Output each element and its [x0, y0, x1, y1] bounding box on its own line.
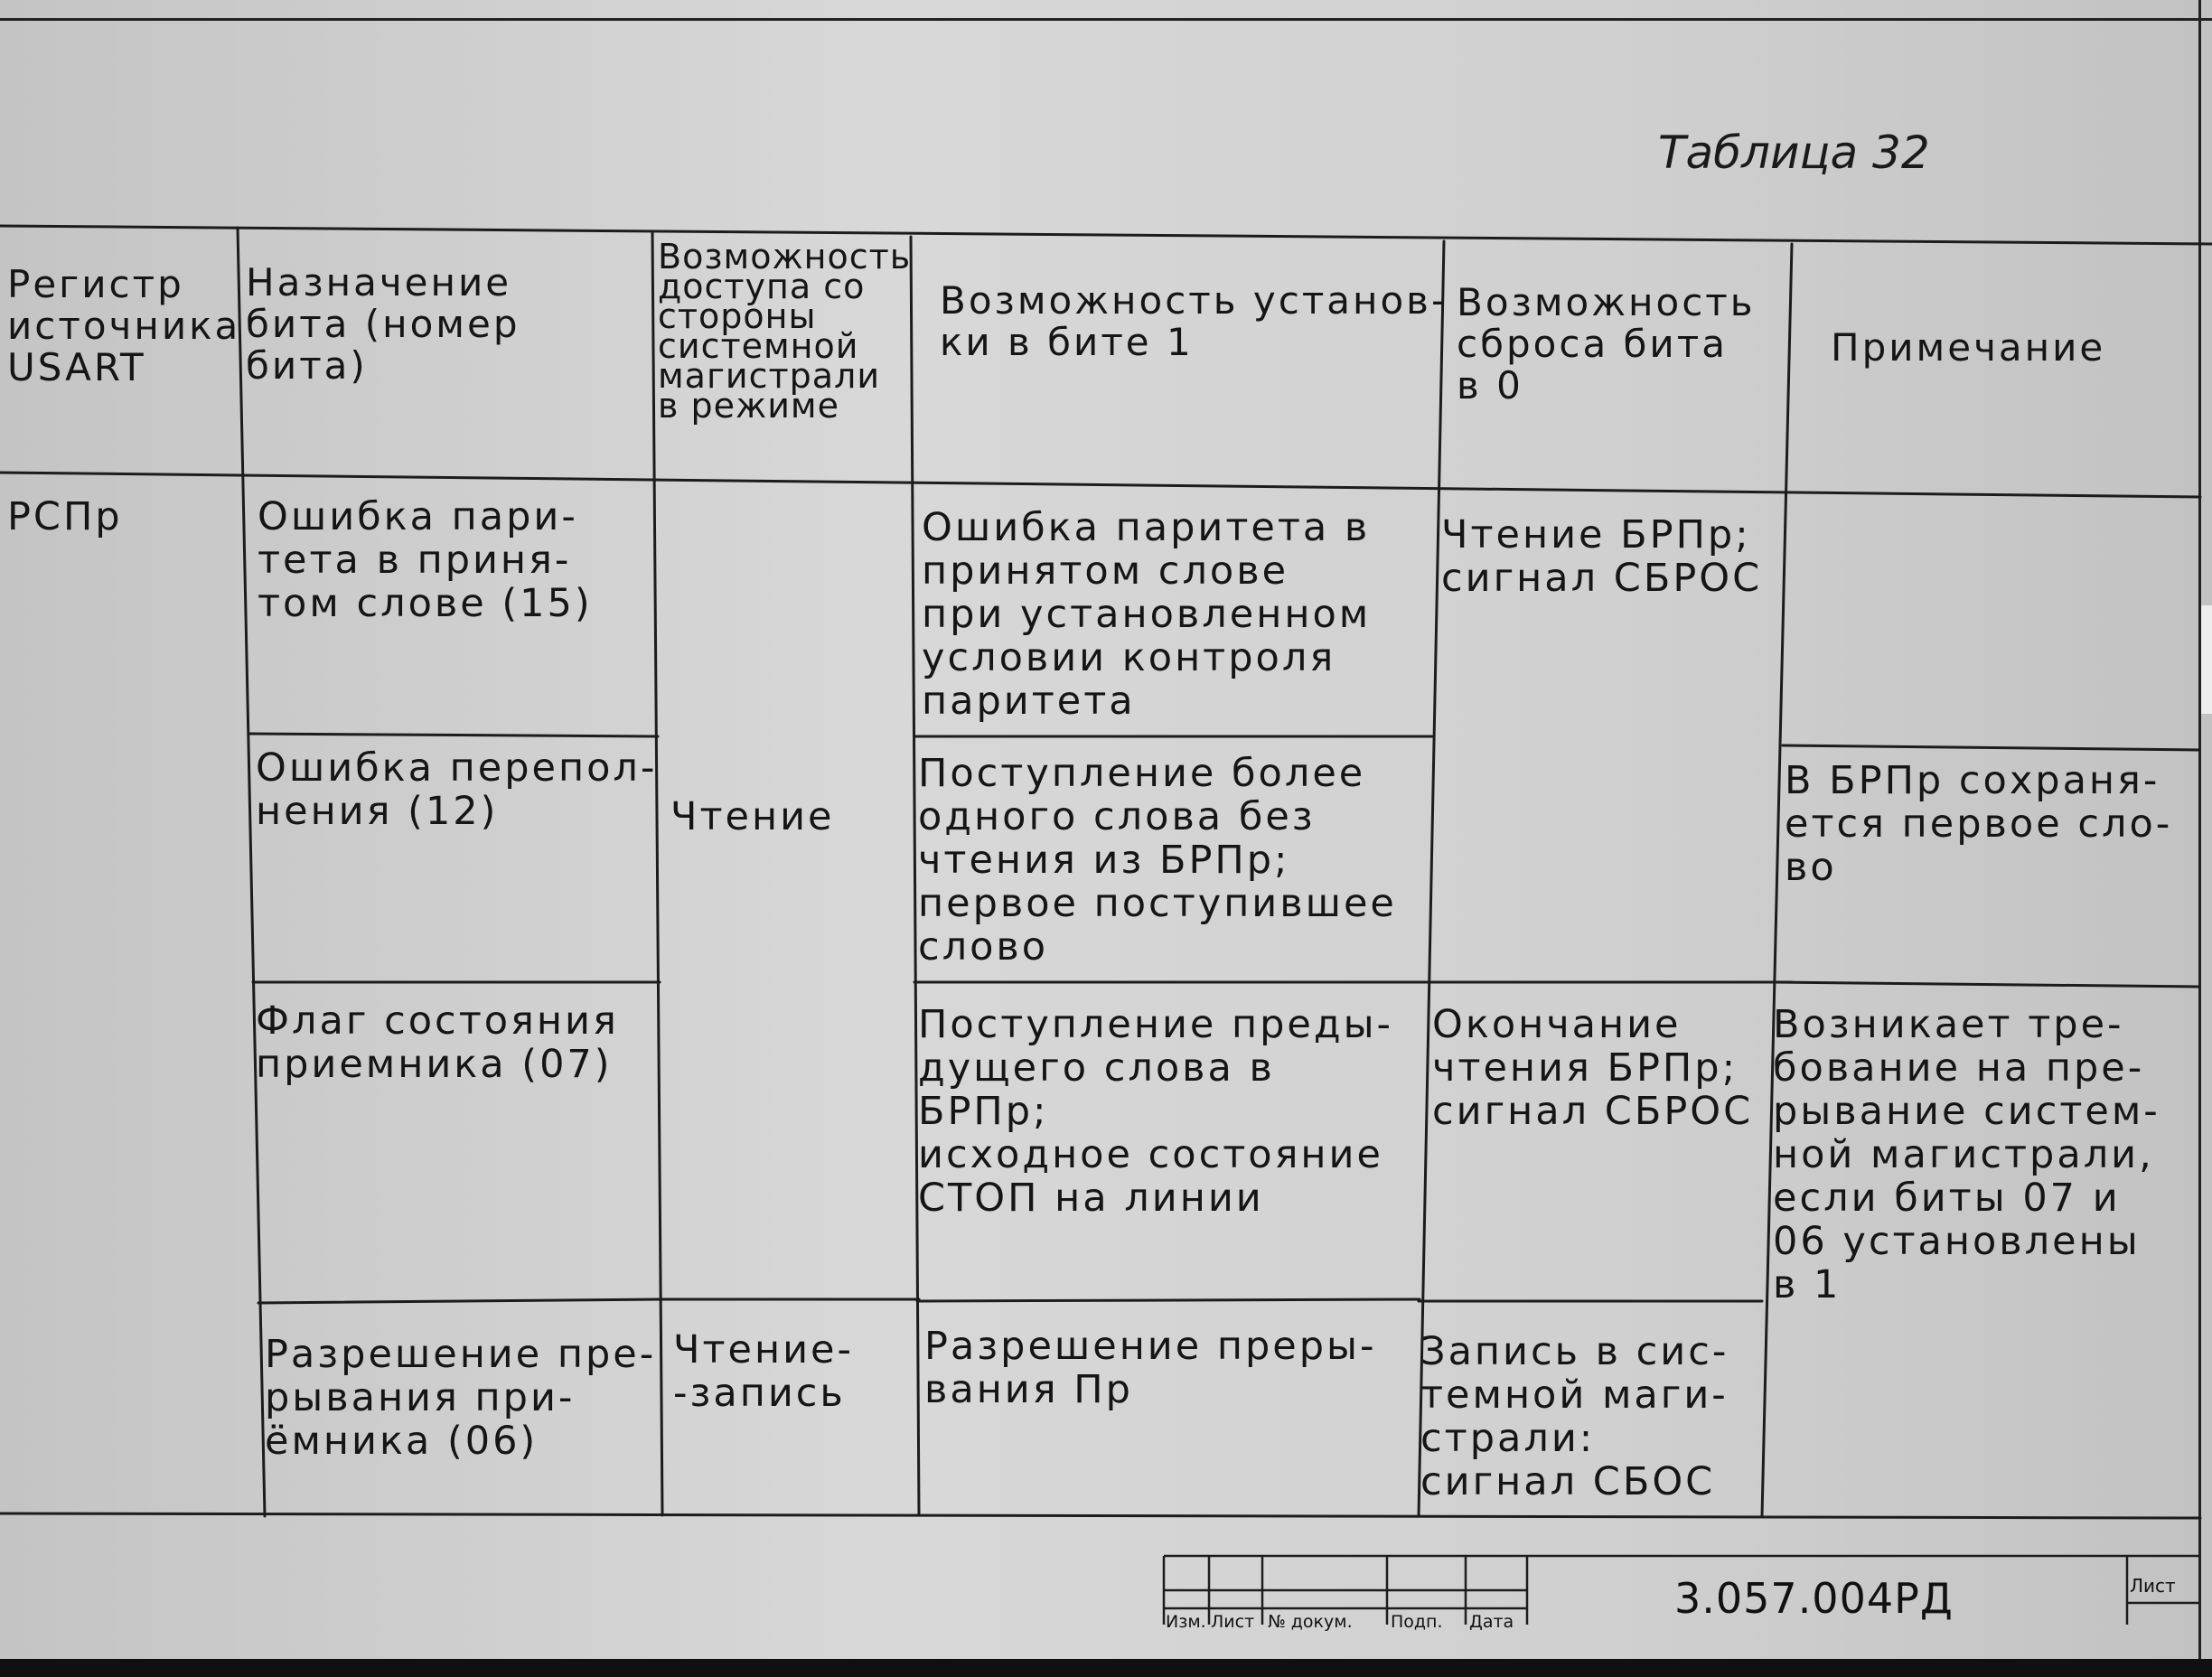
- access-read: Чтение: [670, 794, 835, 839]
- stamp-izm: Изм.: [1166, 1612, 1206, 1632]
- header-note: Примечание: [1831, 325, 2106, 370]
- stamp-data: Дата: [1469, 1612, 1514, 1632]
- row4-access: Чтение- -запись: [673, 1327, 855, 1416]
- row1-reset: Чтение БРПр; сигнал СБРОС: [1441, 512, 1763, 601]
- stamp-sheet-label: Лист: [2130, 1575, 2176, 1597]
- stamp-ndokum: № докум.: [1268, 1612, 1353, 1632]
- row4-purpose: Разрешение пре- рывания при- ёмника (06): [265, 1332, 657, 1464]
- table-title: Таблица 32: [1658, 126, 1930, 179]
- stamp-list: Лист: [1211, 1612, 1255, 1632]
- header-set: Возможность установ- ки в бите 1: [940, 278, 1448, 364]
- header-reset: Возможность сброса бита в 0: [1457, 280, 1756, 408]
- row3-purpose: Флаг состояния приемника (07): [256, 998, 619, 1087]
- stamp-podp: Подп.: [1391, 1612, 1443, 1632]
- row2-note: В БРПр сохраня- ется первое сло- во: [1785, 758, 2173, 890]
- document-number: 3.057.004РД: [1674, 1574, 1954, 1623]
- row2-set: Поступление более одного слова без чтения из БРПр; первое поступившее слово: [918, 751, 1397, 970]
- header-access: Возможность доступа со стороны системной магистрали в режиме: [658, 237, 912, 426]
- register-name: РСПр: [7, 494, 123, 539]
- header-purpose: Назначение бита (номер бита): [246, 260, 520, 388]
- row2-purpose: Ошибка перепол- нения (12): [256, 745, 658, 834]
- row1-set: Ошибка паритета в принятом слове при установленном условии контроля паритета: [922, 505, 1372, 724]
- row3-note: Возникает тре- бование на пре- рывание систем- ной магистрали, если биты 07 и 06 установлены в 1: [1773, 1002, 2160, 1307]
- row1-purpose: Ошибка пари- тета в приня- том слове (15): [258, 494, 593, 626]
- row4-set: Разрешение преры- вания Пр: [924, 1324, 1377, 1412]
- row4-reset: Запись в сис- темной маги- страли: сигнал СБОС: [1420, 1329, 1729, 1504]
- header-register: Регистр источника USART: [7, 262, 241, 389]
- row3-reset: Окончание чтения БРПр; сигнал СБРОС: [1432, 1002, 1754, 1134]
- row3-set: Поступление преды- дущего слова в БРПр; исходное состояние СТОП на линии: [918, 1002, 1394, 1221]
